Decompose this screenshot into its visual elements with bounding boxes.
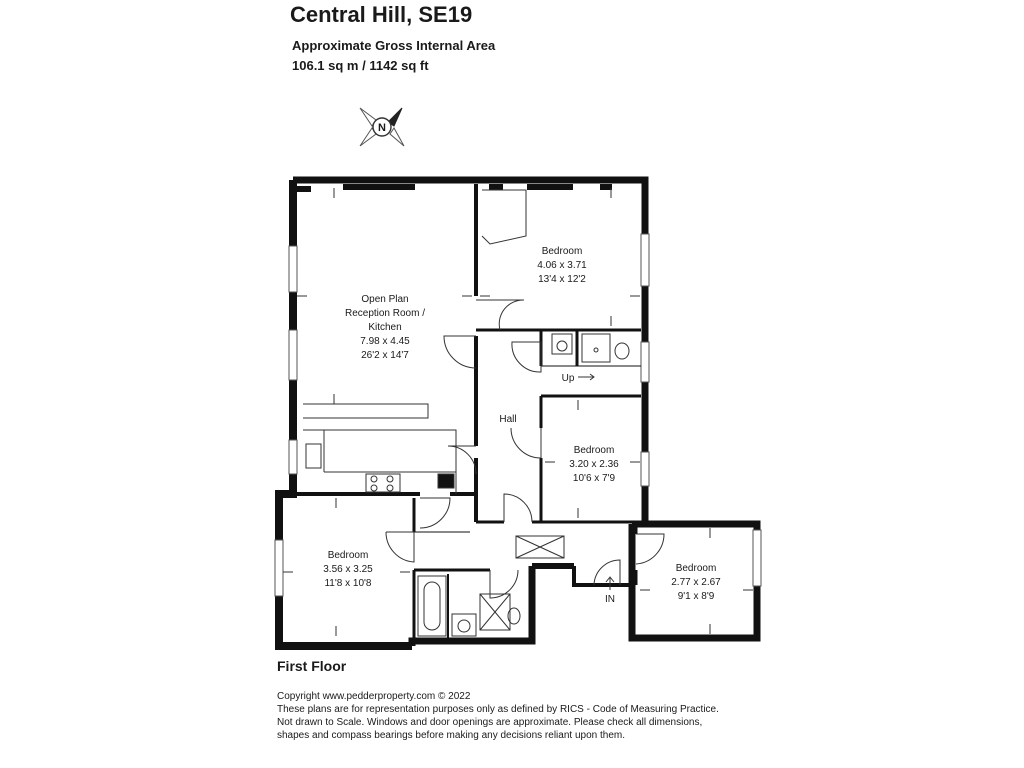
- wall-accents: [297, 184, 612, 192]
- room-bedroom-ne: [537, 246, 587, 285]
- bedroom-mid-name: Bedroom: [573, 445, 615, 456]
- compass-letter: N: [378, 122, 386, 134]
- compass-icon: [360, 108, 404, 146]
- bedroom-sw-name: Bedroom: [327, 550, 369, 561]
- windows: [275, 234, 761, 596]
- bedroom-sw-imperial: 11'8 x 10'8: [324, 578, 372, 589]
- footer-line-1: These plans are for representation purposes only as defined by RICS - Code of Measuring Practice.: [277, 704, 719, 715]
- footer-copyright: Copyright www.pedderproperty.com © 2022: [277, 691, 471, 702]
- bedroom-se-imperial: 9'1 x 8'9: [677, 591, 715, 602]
- bedroom-ne-imperial: 13'4 x 12'2: [538, 274, 586, 285]
- kitchen-units: [303, 404, 456, 494]
- bedroom-sw-metric: 3.56 x 3.25: [323, 564, 373, 575]
- reception-metric: 7.98 x 4.45: [360, 336, 410, 347]
- floor-label: First Floor: [277, 658, 347, 674]
- area-value: 106.1 sq m / 1142 sq ft: [292, 58, 429, 73]
- plan-title: Central Hill, SE19: [290, 2, 473, 27]
- bedroom-se-metric: 2.77 x 2.67: [671, 577, 721, 588]
- hall-label: Hall: [499, 414, 517, 425]
- footer-line-2: Not drawn to Scale. Windows and door openings are approximate. Please check all dimensions,: [277, 717, 703, 728]
- wardrobe: [482, 190, 526, 244]
- reception-name-2: Reception Room /: [344, 308, 426, 319]
- area-label: Approximate Gross Internal Area: [292, 38, 496, 53]
- bedroom-ne-metric: 4.06 x 3.71: [537, 260, 587, 271]
- bedroom-ne-name: Bedroom: [541, 246, 583, 257]
- reception-name-3: Kitchen: [368, 322, 402, 333]
- stairs-label: Up: [561, 373, 575, 384]
- reception-name-1: Open Plan: [361, 294, 409, 305]
- room-bedroom-sw: [323, 550, 373, 589]
- entrance-label: IN: [605, 594, 615, 605]
- footer-line-3: shapes and compass bearings before making any decisions reliant upon them.: [277, 730, 625, 741]
- bedroom-se-name: Bedroom: [675, 563, 717, 574]
- door-swings: [386, 300, 664, 598]
- bedroom-mid-metric: 3.20 x 2.36: [569, 459, 619, 470]
- room-bedroom-se: [671, 563, 721, 602]
- footer-disclaimer: [277, 690, 719, 742]
- stairs-arrow-icon: [578, 374, 594, 380]
- skylight: [516, 536, 564, 558]
- room-reception: [345, 294, 425, 361]
- bedroom-mid-imperial: 10'6 x 7'9: [572, 473, 616, 484]
- reception-imperial: 26'2 x 14'7: [361, 350, 409, 361]
- room-bedroom-mid: [569, 445, 619, 484]
